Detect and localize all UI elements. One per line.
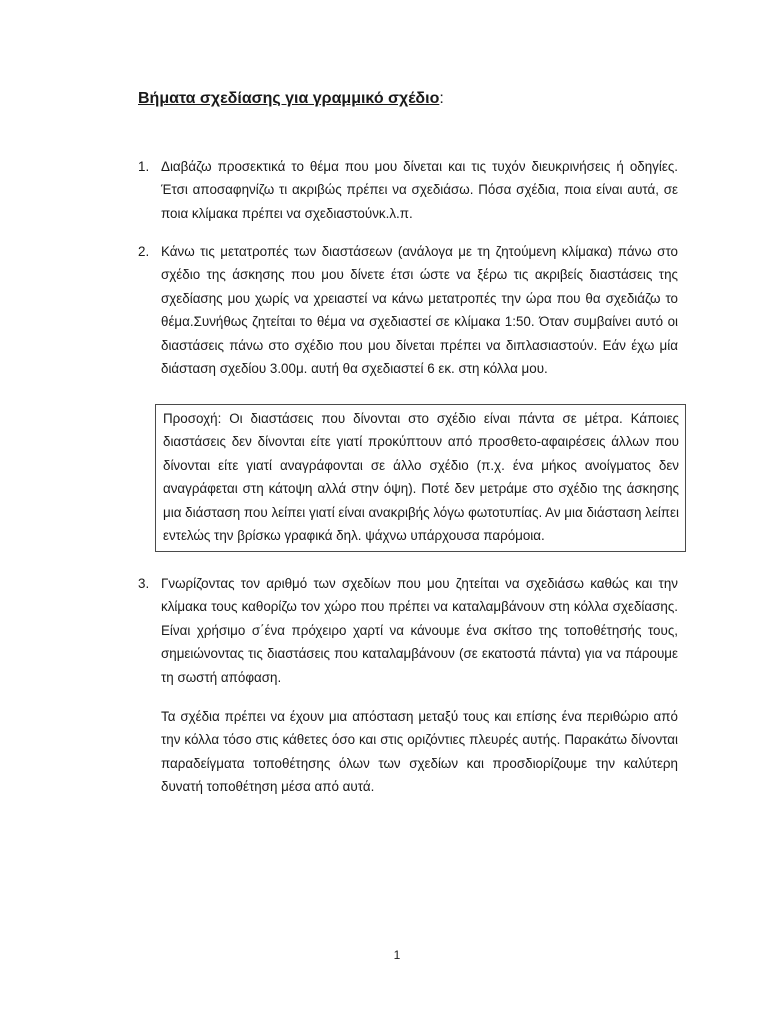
list-item-3 [138,572,678,799]
list-item-2 [138,240,678,380]
note-box: Προσοχή: Οι διαστάσεις που δίνονται στο σχέδιο είναι πάντα σε μέτρα. Κάποιες διαστάσεις δεν δίνονται είτε γιατί προκύπτουν από προσθετο-αφαιρέσεις άλλων που δίνονται είτε γιατί αναγράφονται σε άλλο σχέδιο (π.χ. ένα μήκος ανοίγματος δεν αναγράφεται στη κάτοψη αλλά στην όψη). Ποτέ δεν μετράμε στο σχέδιο της άσκησης μια διάσταση που λείπει γιατί είναι ανακριβής λόγω φωτοτυπίας. Αν μια διάσταση λείπει εντελώς την βρίσκω γραφικά δηλ. ψάχνω υπάρχουσα παρόμοια. [155,404,686,552]
page-number: 1 [393,948,401,962]
paragraph: Γνωρίζοντας τον αριθμό των σχεδίων που μου ζητείται να σχεδιάσω καθώς και την κλίμακα τους καθορίζω τον χώρο που πρέπει να καταλαμβάνουν στη κόλλα σχεδίασης. Είναι χρήσιμο σ΄ένα πρόχειρο χαρτί να κάνουμε ένα σκίτσο της τοποθέτησής τους, σημειώνοντας τις διαστάσεις που καταλαμβάνουν (σε εκατοστά πάντα) για να πάρουμε τη σωστή απόφαση. [161,576,678,685]
list-item-1 [138,155,678,225]
title-text: Βήματα σχεδίασης για γραμμικό σχέδιο [138,90,440,107]
list-item-number: 2. [138,244,150,259]
paragraph: Κάνω τις μετατροπές των διαστάσεων (ανάλογα με τη ζητούμενη κλίμακα) πάνω στο σχέδιο της άσκησης που μου δίνετε έτσι ώστε να ξέρω τις ακριβείς διαστάσεις της σχεδίασης μου χωρίς να χρειαστεί να κάνω μετατροπές την ώρα που θα σχεδιάζω το θέμα.Συνήθως ζητείται το θέμα να σχεδιαστεί σε κλίμακα 1:50. Όταν συμβαίνει αυτό οι διαστάσεις πάνω στο σχέδιο που μου δίνεται πρέπει να διπλασιαστούν. Εάν έχω μία διάσταση σχεδίου 3.00μ. αυτή θα σχεδιαστεί 6 εκ. στη κόλλα μου. [161,244,678,377]
list-item-number: 3. [138,576,150,591]
list-item-number: 1. [138,159,150,174]
list-item-text [161,155,678,225]
list-item-text [161,240,678,380]
paragraph-2: Τα σχέδια πρέπει να έχουν μια απόσταση μεταξύ τους και επίσης ένα περιθώριο από την κόλλα τόσο στις κάθετες όσο και στις οριζόντιες πλευρές αυτής. Παρακάτω δίνονται παραδείγματα τοποθέτησης όλων των σχεδίων και προσδιορίζουμε την καλύτερη δυνατή τοποθέτηση μέσα από αυτά. [161,709,678,795]
title-colon: : [439,90,444,107]
paragraph: Διαβάζω προσεκτικά το θέμα που μου δίνεται και τις τυχόν διευκρινήσεις ή οδηγίες. Έτσι αποσαφηνίζω τι ακριβώς πρέπει να σχεδιάσω. Πόσα σχέδια, ποια είναι αυτά, σε ποια κλίμακα πρέπει να σχεδιαστούνκ.λ.π. [161,159,678,221]
page-title [138,90,444,108]
list-item-text [161,572,678,799]
